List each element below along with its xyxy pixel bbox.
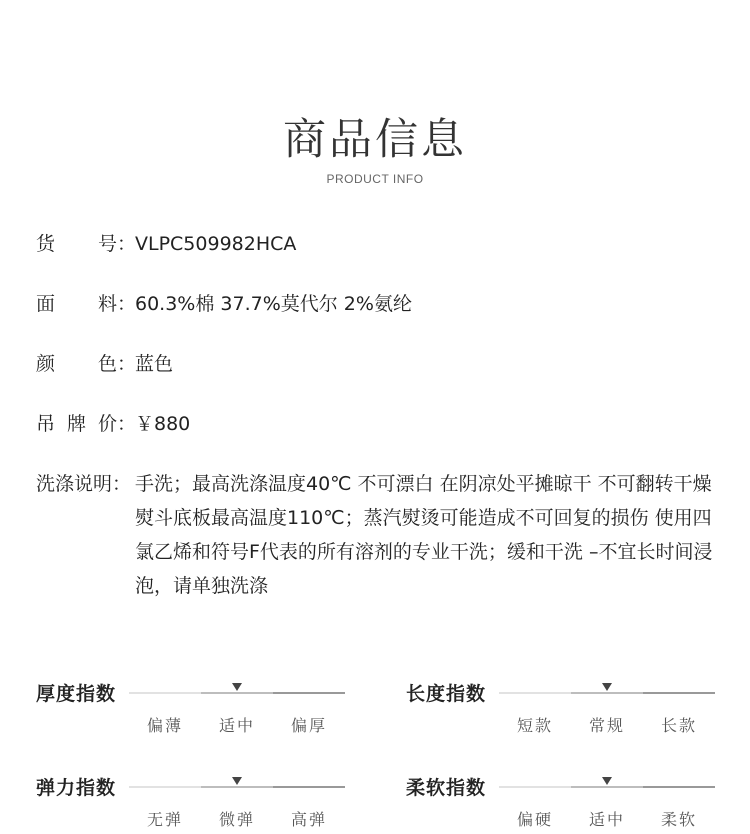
detail-label bbox=[36, 347, 136, 381]
scale-segment bbox=[201, 786, 273, 788]
marker-icon bbox=[232, 683, 242, 691]
scale-segment bbox=[643, 786, 715, 788]
scale-option: 偏薄 bbox=[146, 716, 183, 735]
index-length bbox=[406, 681, 716, 735]
detail-label bbox=[36, 287, 136, 321]
index-scale bbox=[499, 692, 715, 735]
index-name: 弹力指数 bbox=[36, 777, 117, 799]
scale-option: 常规 bbox=[588, 716, 625, 735]
marker-icon bbox=[232, 777, 242, 785]
label-char: 号： bbox=[97, 233, 136, 255]
scale-option: 柔软 bbox=[660, 810, 697, 829]
scale-segment bbox=[129, 786, 201, 788]
scale-option: 偏厚 bbox=[290, 716, 327, 735]
index-scale bbox=[129, 786, 345, 829]
label-char: 牌 bbox=[66, 413, 86, 435]
index-name: 柔软指数 bbox=[406, 777, 487, 799]
marker-icon bbox=[602, 683, 612, 691]
section-subtitle: PRODUCT INFO bbox=[326, 172, 424, 186]
scale-segment bbox=[129, 692, 201, 694]
detail-value: VLPC509982HCA bbox=[135, 233, 297, 255]
scale-option: 微弹 bbox=[218, 810, 255, 829]
detail-value: ￥880 bbox=[135, 413, 191, 435]
scale-segment bbox=[643, 692, 715, 694]
scale-option: 适中 bbox=[588, 810, 625, 829]
scale-option: 短款 bbox=[516, 716, 553, 735]
label-char: 价： bbox=[97, 413, 136, 435]
label-char: 吊 bbox=[36, 413, 56, 435]
scale-segment bbox=[499, 786, 571, 788]
detail-label bbox=[36, 407, 136, 441]
scale-option: 适中 bbox=[218, 716, 255, 735]
scale-segment bbox=[499, 692, 571, 694]
scale-segment bbox=[571, 692, 643, 694]
label-char: 色： bbox=[97, 353, 136, 375]
label-char: 面 bbox=[36, 293, 56, 315]
scale-option: 长款 bbox=[660, 716, 697, 735]
label-char: 料： bbox=[97, 293, 136, 315]
index-elasticity bbox=[36, 775, 346, 829]
section-title: 商品信息 bbox=[283, 115, 467, 165]
scale-segment bbox=[201, 692, 273, 694]
index-softness bbox=[406, 775, 716, 829]
detail-value: 手洗；最高洗涤温度40℃ 不可漂白 在阴凉处平摊晾干 不可翻转干燥 熨斗底板最高温度110℃；蒸汽熨烫可能造成不可回复的损伤 使用四氯乙烯和符号F代表的所有溶剂的专业干洗；缓和干洗 –不宜长时间浸泡，请单独洗涤 bbox=[135, 473, 713, 597]
label-char: 颜 bbox=[36, 353, 56, 375]
scale-segment bbox=[571, 786, 643, 788]
index-scale bbox=[129, 692, 345, 735]
scale-segment bbox=[273, 786, 345, 788]
label-char: 货 bbox=[36, 233, 56, 255]
index-name: 长度指数 bbox=[406, 683, 487, 705]
scale-option: 无弹 bbox=[146, 810, 183, 829]
detail-value: 蓝色 bbox=[135, 353, 174, 375]
scale-option: 高弹 bbox=[290, 810, 327, 829]
index-name: 厚度指数 bbox=[36, 683, 117, 705]
index-thickness bbox=[36, 681, 346, 735]
label-text: 洗涤说明： bbox=[36, 473, 132, 495]
detail-label bbox=[36, 467, 136, 501]
index-scale bbox=[499, 786, 715, 829]
scale-option: 偏硬 bbox=[516, 810, 553, 829]
marker-icon bbox=[602, 777, 612, 785]
detail-label bbox=[36, 227, 136, 261]
detail-value: 60.3%棉 37.7%莫代尔 2%氨纶 bbox=[135, 293, 412, 315]
scale-segment bbox=[273, 692, 345, 694]
